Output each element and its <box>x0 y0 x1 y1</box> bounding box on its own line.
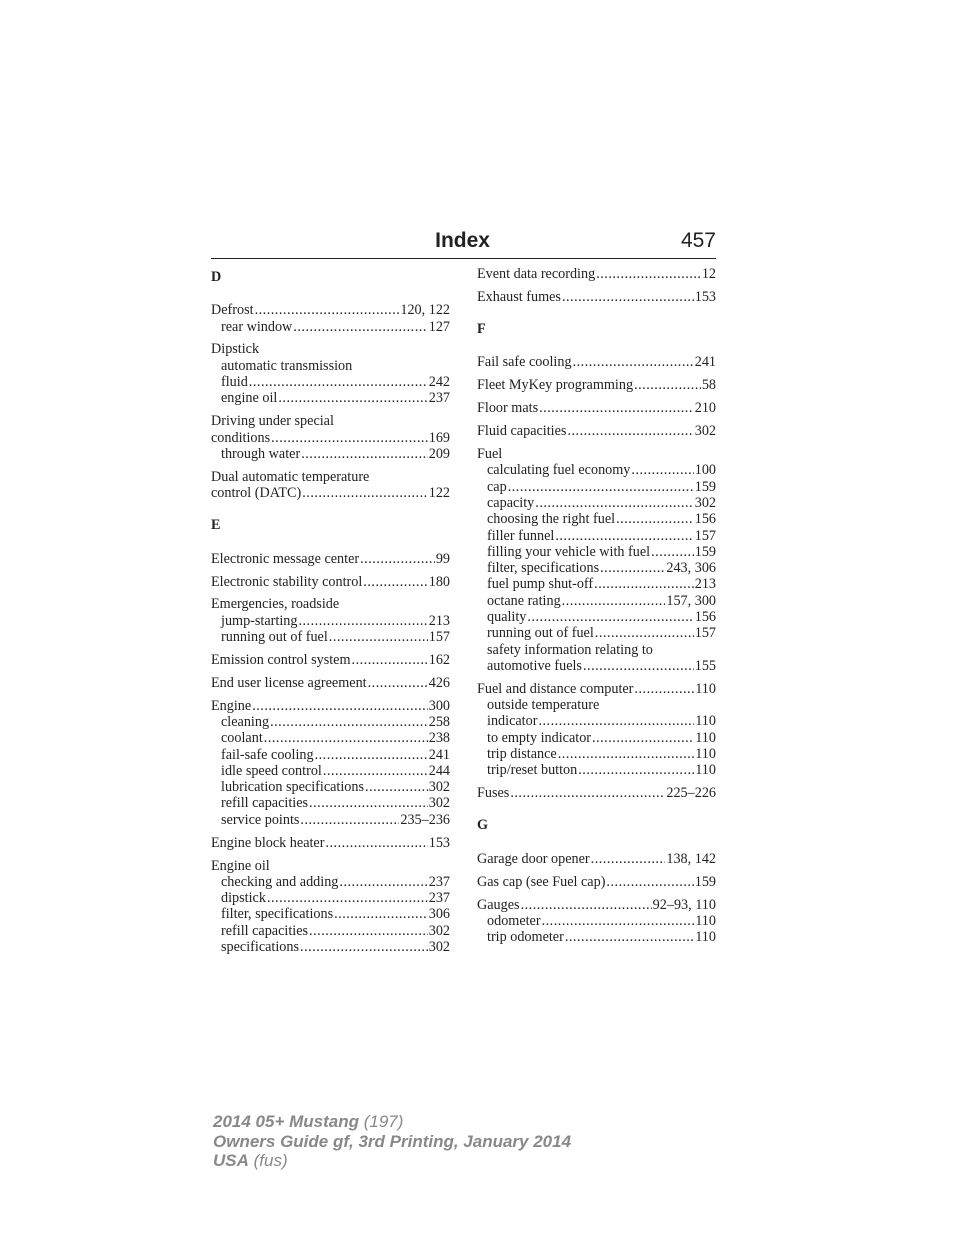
page-reference: 58 <box>701 377 716 394</box>
index-term <box>211 596 450 612</box>
entry-text: coolant <box>221 730 263 747</box>
index-entry <box>477 354 716 370</box>
dot-leader <box>363 574 427 590</box>
page-reference: 110 <box>695 680 716 697</box>
page-reference: 302 <box>428 939 450 956</box>
dot-leader <box>510 785 665 801</box>
page-reference: 241 <box>428 746 450 763</box>
entry-text: filling your vehicle with fuel <box>487 543 651 560</box>
page-title: Index <box>435 229 490 252</box>
entry-text: End user license agreement <box>211 674 367 691</box>
index-subentry <box>211 939 450 955</box>
page-reference: 302 <box>694 423 716 440</box>
index-term <box>211 835 450 851</box>
index-subentry <box>211 747 450 763</box>
page-reference: 99 <box>435 550 450 567</box>
index-term <box>477 851 716 867</box>
page-reference: 302 <box>428 922 450 939</box>
dot-leader <box>562 593 666 609</box>
entry-text: Fluid capacities <box>477 423 567 440</box>
entry-text: indicator <box>487 713 538 730</box>
section-letter: G <box>477 817 489 834</box>
page-reference: 120, 122 <box>400 302 450 319</box>
dot-leader <box>542 913 695 929</box>
dot-leader <box>596 266 701 282</box>
index-term <box>477 423 716 439</box>
dot-leader <box>302 485 427 501</box>
dot-leader <box>267 890 428 906</box>
index-entry <box>477 785 716 801</box>
page-reference: 110 <box>695 729 716 746</box>
dot-leader <box>562 289 694 305</box>
page-footer <box>213 1112 571 1171</box>
dot-leader <box>278 390 427 406</box>
entry-text: calculating fuel economy <box>487 462 631 479</box>
dot-leader <box>301 446 428 462</box>
index-subentry <box>477 625 716 641</box>
page-number: 457 <box>680 229 716 252</box>
entry-text: filler funnel <box>487 527 555 544</box>
dot-leader <box>334 906 428 922</box>
page-reference: 159 <box>694 478 716 495</box>
index-entry <box>211 469 450 502</box>
entry-text: engine oil <box>221 390 278 407</box>
index-term <box>477 400 716 416</box>
dot-leader <box>583 658 694 674</box>
index-column-right <box>477 266 716 952</box>
page-reference: 209 <box>428 445 450 462</box>
page-reference: 306 <box>428 906 450 923</box>
entry-text: choosing the right fuel <box>487 511 616 528</box>
entry-text: Emergencies, roadside <box>211 596 340 613</box>
index-term <box>477 289 716 305</box>
dot-leader <box>249 374 428 390</box>
page-reference: 122 <box>428 485 450 502</box>
entry-text: Fuel and distance computer <box>477 680 634 697</box>
page-reference: 169 <box>428 429 450 446</box>
index-entry <box>477 874 716 890</box>
page-reference: 210 <box>694 400 716 417</box>
entry-text: checking and adding <box>221 873 339 890</box>
entry-text: octane rating <box>487 592 561 609</box>
dot-leader <box>555 528 693 544</box>
dot-leader <box>616 511 694 527</box>
entry-text: Electronic message center <box>211 550 360 567</box>
index-term <box>477 681 716 697</box>
page-reference: 241 <box>694 354 716 371</box>
index-term <box>477 354 716 370</box>
dot-leader <box>300 812 399 828</box>
page-reference: 244 <box>428 762 450 779</box>
index-entry <box>211 596 450 645</box>
index-term <box>211 675 450 691</box>
page-reference: 242 <box>428 374 450 391</box>
dot-leader <box>535 495 693 511</box>
index-subentry <box>211 779 450 795</box>
page-reference: 426 <box>428 674 450 691</box>
index-subentry <box>211 730 450 746</box>
index-entry <box>477 423 716 439</box>
entry-text: through water <box>221 445 301 462</box>
entry-text: to empty indicator <box>487 729 592 746</box>
index-term <box>211 430 450 446</box>
index-subentry <box>477 609 716 625</box>
entry-text: Fuel <box>477 446 503 463</box>
index-term <box>211 341 450 357</box>
dot-leader <box>565 929 694 945</box>
entry-text: Event data recording <box>477 266 596 282</box>
dot-leader <box>538 713 694 729</box>
dot-leader <box>325 835 427 851</box>
dot-leader <box>352 652 428 668</box>
dot-leader <box>606 874 693 890</box>
index-subentry <box>211 613 450 629</box>
page-reference: 180 <box>428 573 450 590</box>
page-reference: 213 <box>428 612 450 629</box>
index-entry <box>477 377 716 393</box>
dot-leader <box>651 544 694 560</box>
index-subentry <box>211 890 450 906</box>
index-subentry <box>477 528 716 544</box>
entry-text: control (DATC) <box>211 485 302 502</box>
dot-leader <box>521 897 652 913</box>
entry-text: Defrost <box>211 302 254 319</box>
page-reference: 110 <box>695 713 716 730</box>
page-reference: 238 <box>428 730 450 747</box>
index-subentry <box>477 593 716 609</box>
entry-text: Gauges <box>477 896 520 913</box>
index-subentry <box>211 446 450 462</box>
entry-text: Fail safe cooling <box>477 354 572 371</box>
index-subentry <box>211 763 450 779</box>
entry-text: dipstick <box>221 890 266 907</box>
page-reference: 110 <box>695 912 716 929</box>
index-entry <box>211 858 450 956</box>
dot-leader <box>634 377 701 393</box>
index-entry <box>477 400 716 416</box>
page-reference: 225–226 <box>666 785 716 802</box>
page-reference: 157 <box>694 625 716 642</box>
index-subentry <box>477 576 716 592</box>
entry-text: Garage door opener <box>477 850 590 867</box>
entry-text: filter, specifications <box>487 560 600 577</box>
page-reference: 237 <box>428 390 450 407</box>
entry-text: Floor mats <box>477 400 539 417</box>
index-term <box>477 897 716 913</box>
index-subentry <box>477 495 716 511</box>
index-entry <box>211 302 450 335</box>
entry-text: jump-starting <box>221 612 298 629</box>
entry-text: Fleet MyKey programming <box>477 377 634 394</box>
entry-text: Electronic stability control <box>211 573 363 590</box>
page-reference: 302 <box>694 494 716 511</box>
entry-text: idle speed control <box>221 762 322 779</box>
entry-text: capacity <box>487 494 535 511</box>
index-term <box>211 698 450 714</box>
entry-text: quality <box>487 609 527 626</box>
index-subentry <box>211 319 450 335</box>
index-term <box>211 485 450 501</box>
index-subentry <box>477 511 716 527</box>
entry-text: automotive fuels <box>487 657 582 674</box>
page-reference: 155 <box>694 657 716 674</box>
entry-text: trip distance <box>487 745 557 762</box>
page-reference: 162 <box>428 651 450 668</box>
index-subentry <box>211 374 450 390</box>
index-subentry <box>211 923 450 939</box>
page-reference: 157 <box>694 527 716 544</box>
footer-line-3: USA (fus) <box>213 1151 288 1170</box>
index-entry <box>477 681 716 779</box>
index-subentry <box>477 913 716 929</box>
dot-leader <box>592 730 694 746</box>
dot-leader <box>573 354 694 370</box>
index-subentry <box>211 906 450 922</box>
page-reference: 100 <box>694 462 716 479</box>
entry-text: automatic transmission <box>221 357 353 374</box>
page-reference: 302 <box>428 795 450 812</box>
page-reference: 213 <box>694 576 716 593</box>
entry-text: specifications <box>221 939 300 956</box>
entry-text: outside temperature <box>487 697 600 714</box>
dot-leader <box>323 763 428 779</box>
index-term <box>477 377 716 393</box>
dot-leader <box>339 874 427 890</box>
index-entry <box>211 413 450 462</box>
index-entry <box>211 652 450 668</box>
index-term <box>211 858 450 874</box>
dot-leader <box>527 609 693 625</box>
entry-text: refill capacities <box>221 795 309 812</box>
entry-text: Engine oil <box>211 857 270 874</box>
index-entry <box>211 551 450 567</box>
dot-leader <box>315 747 428 763</box>
section-letter: D <box>211 269 222 285</box>
dot-leader <box>271 430 428 446</box>
index-term <box>211 574 450 590</box>
dot-leader <box>298 613 427 629</box>
dot-leader <box>300 939 428 955</box>
dot-leader <box>567 423 693 439</box>
page-reference: 12 <box>701 266 716 282</box>
entry-text: Dual automatic temperature <box>211 468 370 485</box>
dot-leader <box>329 629 428 645</box>
index-subentry <box>211 812 450 828</box>
dot-leader <box>600 560 665 576</box>
index-subentry <box>211 390 450 406</box>
index-subentry <box>477 462 716 478</box>
dot-leader <box>594 576 694 592</box>
index-subentry <box>211 795 450 811</box>
entry-text: Gas cap (see Fuel cap) <box>477 873 606 890</box>
section-letter: F <box>477 321 486 338</box>
index-term <box>211 469 450 485</box>
dot-leader <box>558 746 695 762</box>
index-subentry <box>211 714 450 730</box>
index-entry <box>211 675 450 691</box>
index-term <box>477 874 716 890</box>
footer-line-2: Owners Guide gf, 3rd Printing, January 2014 <box>213 1131 572 1151</box>
entry-text: refill capacities <box>221 922 309 939</box>
entry-text: Driving under special <box>211 413 334 430</box>
page-reference: 302 <box>428 779 450 796</box>
index-entry <box>477 897 716 946</box>
entry-text: Exhaust fumes <box>477 288 561 305</box>
page-reference: 153 <box>428 834 450 851</box>
dot-leader <box>270 714 428 730</box>
index-entry <box>211 835 450 851</box>
index-subentry <box>477 697 716 713</box>
page-reference: 237 <box>428 890 450 907</box>
index-subentry <box>477 730 716 746</box>
entry-text: filter, specifications <box>221 906 334 923</box>
index-subentry <box>211 874 450 890</box>
dot-leader <box>255 302 400 318</box>
dot-leader <box>368 675 428 691</box>
page-reference: 153 <box>694 288 716 305</box>
entry-text: cap <box>487 478 507 495</box>
index-entry <box>477 289 716 305</box>
page-reference: 138, 142 <box>666 850 716 867</box>
index-entry <box>477 851 716 867</box>
entry-text: safety information relating to <box>487 641 653 658</box>
page-reference: 156 <box>694 511 716 528</box>
index-term <box>477 266 716 282</box>
page-reference: 300 <box>428 697 450 714</box>
entry-text: Engine block heater <box>211 834 325 851</box>
index-term <box>477 446 716 462</box>
dot-leader <box>508 479 694 495</box>
index-subentry <box>477 658 716 674</box>
dot-leader <box>595 625 694 641</box>
dot-leader <box>539 400 694 416</box>
entry-text: service points <box>221 811 300 828</box>
entry-text: Dipstick <box>211 341 260 358</box>
index-entry <box>477 266 716 282</box>
index-subentry <box>211 629 450 645</box>
index-subentry <box>477 642 716 658</box>
footer-line-1: 2014 05+ Mustang (197) <box>213 1112 404 1131</box>
entry-text: running out of fuel <box>487 625 594 642</box>
index-subentry <box>477 713 716 729</box>
index-term <box>211 652 450 668</box>
page-reference: 237 <box>428 873 450 890</box>
index-entry <box>211 341 450 406</box>
page-header <box>211 228 716 259</box>
index-term <box>211 302 450 318</box>
page-reference: 110 <box>695 929 716 946</box>
index-term <box>211 551 450 567</box>
entry-text: odometer <box>487 912 541 929</box>
index-subentry <box>477 479 716 495</box>
index-subentry <box>477 762 716 778</box>
dot-leader <box>631 462 693 478</box>
dot-leader <box>360 551 435 567</box>
dot-leader <box>578 762 694 778</box>
page-reference: 110 <box>695 745 716 762</box>
dot-leader <box>309 795 428 811</box>
dot-leader <box>591 851 666 867</box>
entry-text: Emission control system <box>211 651 351 668</box>
dot-leader <box>293 319 427 335</box>
entry-text: cleaning <box>221 713 270 730</box>
section-letter: E <box>211 517 221 534</box>
entry-text: running out of fuel <box>221 629 328 646</box>
dot-leader <box>365 779 428 795</box>
entry-text: trip odometer <box>487 929 564 946</box>
entry-text: Fuses <box>477 785 510 802</box>
entry-text: fluid <box>221 374 248 391</box>
index-term <box>211 413 450 429</box>
dot-leader <box>634 681 694 697</box>
index-subentry <box>211 358 450 374</box>
dot-leader <box>264 730 428 746</box>
entry-text: fail-safe cooling <box>221 746 314 763</box>
index-term <box>477 785 716 801</box>
entry-text: rear window <box>221 318 293 335</box>
entry-text: conditions <box>211 429 271 446</box>
index-column-left <box>211 266 450 962</box>
index-subentry <box>477 929 716 945</box>
dot-leader <box>252 698 428 714</box>
index-entry <box>211 698 450 828</box>
page-reference: 157, 300 <box>666 592 716 609</box>
page-reference: 159 <box>694 873 716 890</box>
page-reference: 127 <box>428 318 450 335</box>
page-reference: 159 <box>694 543 716 560</box>
entry-text: trip/reset button <box>487 762 578 779</box>
index-entry <box>477 446 716 674</box>
page-reference: 235–236 <box>400 811 450 828</box>
index-subentry <box>477 746 716 762</box>
entry-text: fuel pump shut-off <box>487 576 594 593</box>
page-reference: 258 <box>428 713 450 730</box>
index-subentry <box>477 560 716 576</box>
page-reference: 156 <box>694 609 716 626</box>
page-reference: 243, 306 <box>666 560 716 577</box>
page-reference: 110 <box>695 762 716 779</box>
page-reference: 157 <box>428 629 450 646</box>
entry-text: Engine <box>211 697 252 714</box>
page-reference: 92–93, 110 <box>652 896 716 913</box>
entry-text: lubrication specifications <box>221 779 365 796</box>
index-entry <box>211 574 450 590</box>
dot-leader <box>309 923 428 939</box>
index-subentry <box>477 544 716 560</box>
